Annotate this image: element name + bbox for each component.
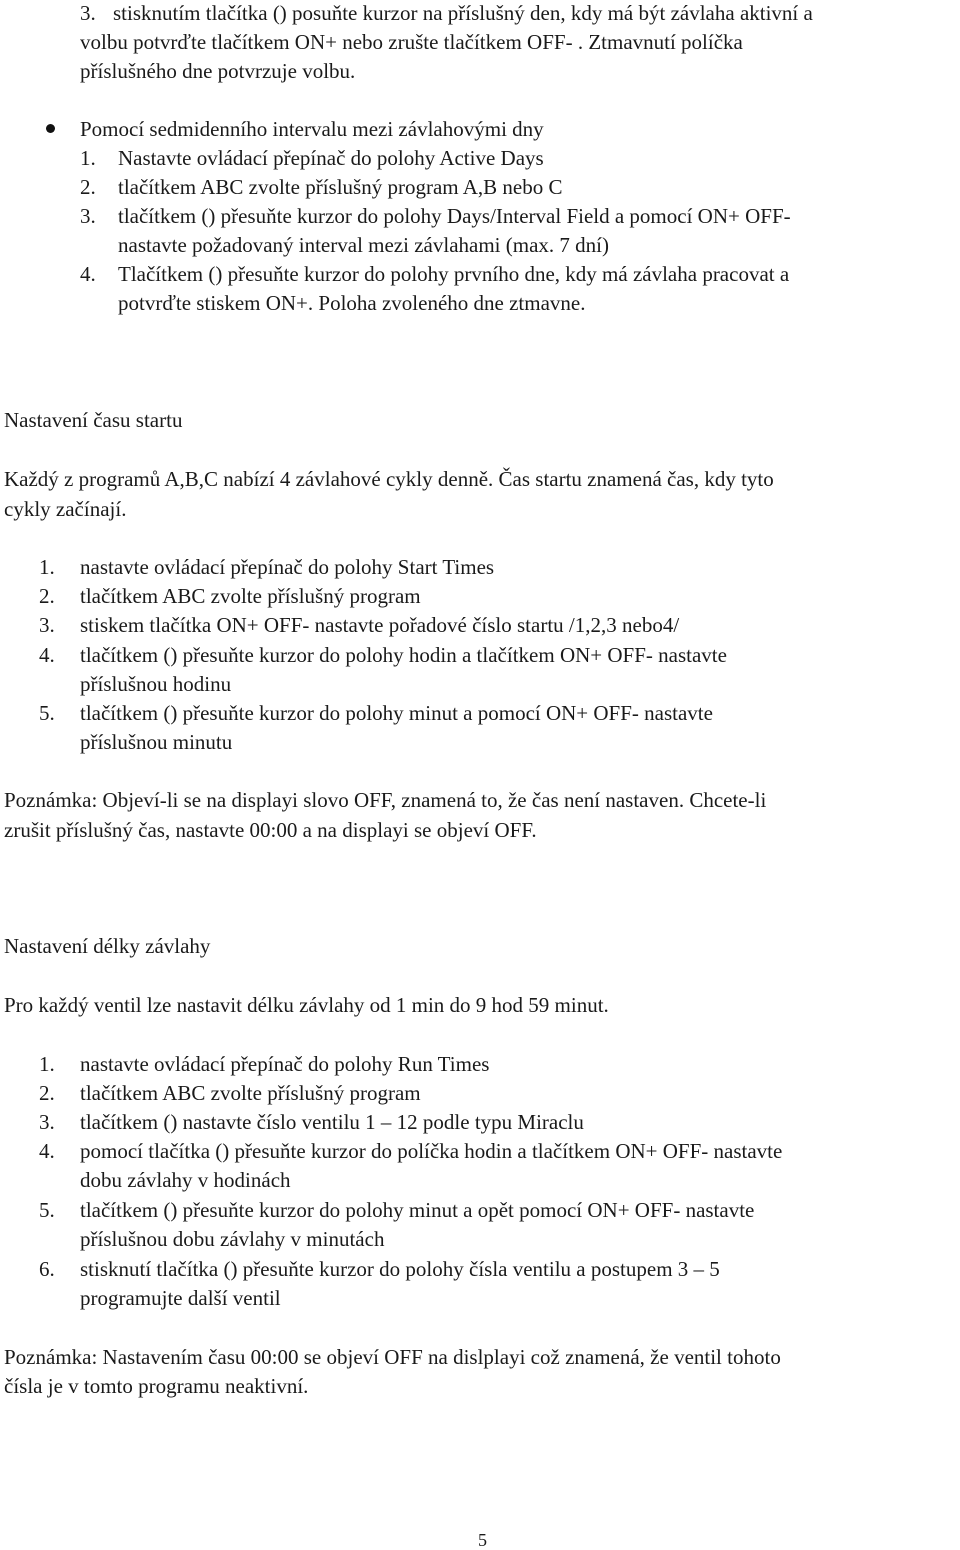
step-text: tlačítkem ABC zvolte příslušný program: [80, 1081, 421, 1105]
top-item-line: volbu potvrďte tlačítkem ON+ nebo zrušte tlačítkem OFF- . Ztmavnutí políčka: [80, 30, 743, 54]
start-note: Poznámka: Objeví-li se na displayi slovo OFF, znamená to, že čas není nastaven. Chcete-li: [4, 788, 767, 812]
step-number: 6.: [39, 1257, 55, 1281]
top-item-number: 3.: [80, 1, 96, 25]
interval-heading: Pomocí sedmidenního intervalu mezi závlahovými dny: [80, 117, 544, 141]
step-text: dobu závlahy v hodinách: [80, 1168, 291, 1192]
step-text: tlačítkem () přesuňte kurzor do polohy hodin a tlačítkem ON+ OFF- nastavte: [80, 643, 727, 667]
step-text: nastavte požadovaný interval mezi závlahami (max. 7 dní): [118, 233, 609, 257]
step-number: 2.: [80, 175, 96, 199]
step-number: 1.: [39, 555, 55, 579]
step-number: 2.: [39, 1081, 55, 1105]
step-text: příslušnou dobu závlahy v minutách: [80, 1227, 385, 1251]
length-heading: Nastavení délky závlahy: [4, 934, 211, 958]
start-intro: cykly začínají.: [4, 497, 127, 521]
step-text: tlačítkem ABC zvolte příslušný program: [80, 584, 421, 608]
step-text: tlačítkem () nastavte číslo ventilu 1 – 12 podle typu Miraclu: [80, 1110, 584, 1134]
step-text: nastavte ovládací přepínač do polohy Start Times: [80, 555, 495, 579]
step-number: 4.: [39, 643, 55, 667]
step-text: potvrďte stiskem ON+. Poloha zvoleného dne ztmavne.: [118, 291, 586, 315]
step-number: 3.: [39, 613, 55, 637]
step-text: pomocí tlačítka () přesuňte kurzor do políčka hodin a tlačítkem ON+ OFF- nastavte: [80, 1139, 783, 1163]
step-text: Tlačítkem () přesuňte kurzor do polohy prvního dne, kdy má závlaha pracovat a: [118, 262, 790, 286]
top-item-line: příslušného dne potvrzuje volbu.: [80, 59, 356, 83]
length-intro: Pro každý ventil lze nastavit délku závlahy od 1 min do 9 hod 59 minut.: [4, 993, 609, 1017]
step-number: 3.: [39, 1110, 55, 1134]
length-note: čísla je v tomto programu neaktivní.: [4, 1374, 309, 1398]
step-text: tlačítkem () přesuňte kurzor do polohy minut a pomocí ON+ OFF- nastavte: [80, 701, 713, 725]
step-text: tlačítkem () přesuňte kurzor do polohy Days/Interval Field a pomocí ON+ OFF-: [118, 204, 791, 228]
step-text: tlačítkem () přesuňte kurzor do polohy minut a opět pomocí ON+ OFF- nastavte: [80, 1198, 755, 1222]
step-text: programujte další ventil: [80, 1286, 281, 1310]
step-number: 5.: [39, 1198, 55, 1222]
start-intro: Každý z programů A,B,C nabízí 4 závlahové cykly denně. Čas startu znamená čas, kdy tyto: [4, 467, 774, 491]
step-number: 4.: [80, 262, 96, 286]
top-item-line: stisknutím tlačítka () posuňte kurzor na příslušný den, kdy má být závlaha aktivní a: [113, 1, 813, 25]
start-heading: Nastavení času startu: [4, 408, 183, 432]
page-number: 5: [478, 1530, 487, 1550]
step-number: 4.: [39, 1139, 55, 1163]
length-note: Poznámka: Nastavením času 00:00 se objeví OFF na dislplayi což znamená, že ventil tohoto: [4, 1345, 781, 1369]
step-text: příslušnou hodinu: [80, 672, 232, 696]
step-text: stiskem tlačítka ON+ OFF- nastavte pořadové číslo startu /1,2,3 nebo4/: [80, 613, 680, 637]
step-number: 3.: [80, 204, 96, 228]
start-note: zrušit příslušný čas, nastavte 00:00 a na displayi se objeví OFF.: [4, 818, 537, 842]
step-number: 2.: [39, 584, 55, 608]
step-text: nastavte ovládací přepínač do polohy Run Times: [80, 1052, 490, 1076]
bullet-icon: [46, 124, 55, 133]
step-text: tlačítkem ABC zvolte příslušný program A,B nebo C: [118, 175, 563, 199]
step-text: stisknutí tlačítka () přesuňte kurzor do polohy čísla ventilu a postupem 3 – 5: [80, 1257, 720, 1281]
step-number: 1.: [80, 146, 96, 170]
step-number: 5.: [39, 701, 55, 725]
step-number: 1.: [39, 1052, 55, 1076]
step-text: příslušnou minutu: [80, 730, 233, 754]
step-text: Nastavte ovládací přepínač do polohy Active Days: [118, 146, 544, 170]
